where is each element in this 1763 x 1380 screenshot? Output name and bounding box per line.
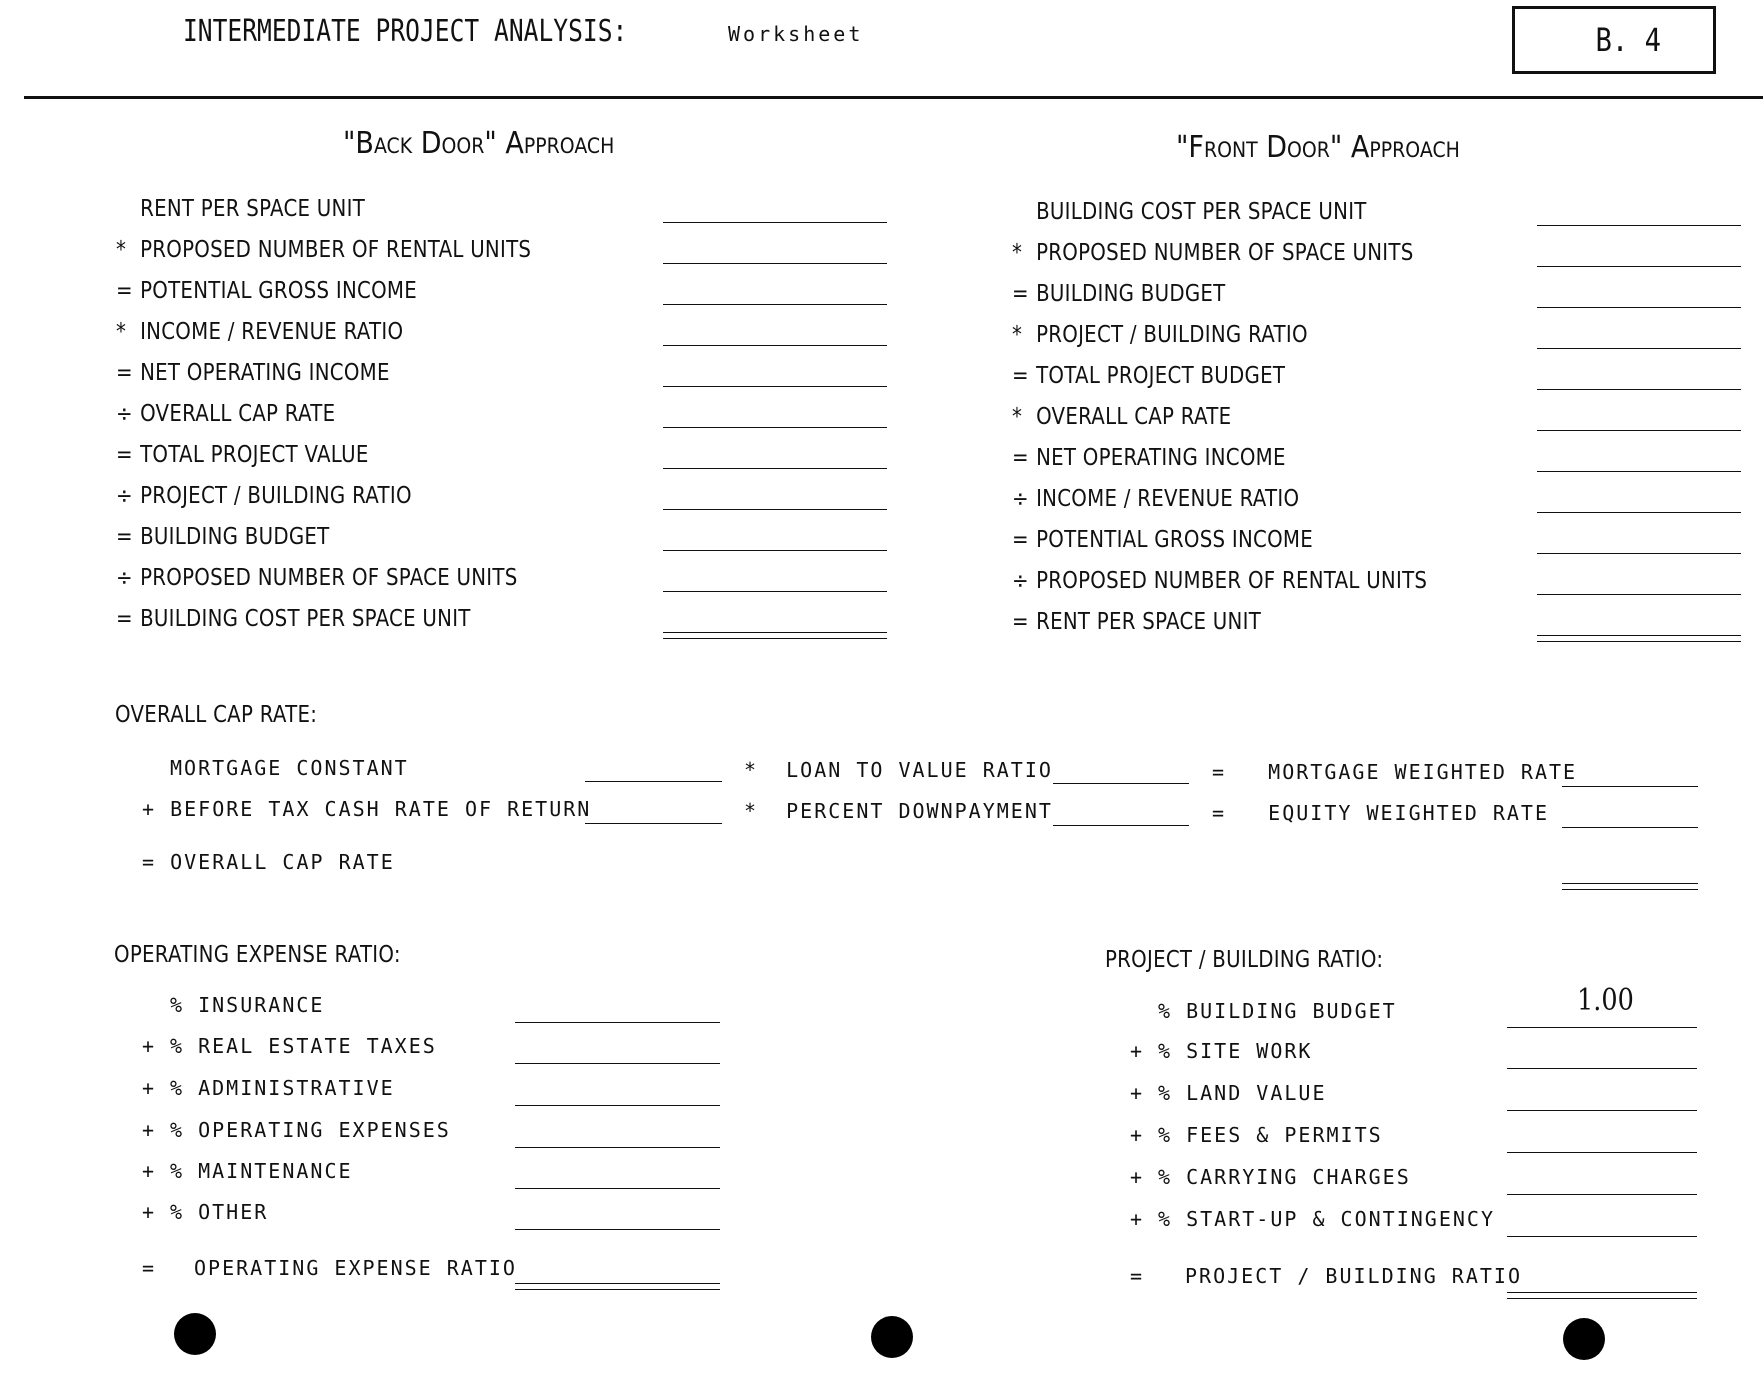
expense-row	[142, 1159, 353, 1183]
front-door-row	[1012, 199, 1367, 225]
answer-blank[interactable]	[515, 1147, 720, 1148]
front-door-heading: "Front Door" Approach	[1176, 130, 1460, 165]
row-operator: ÷	[116, 401, 133, 427]
back-door-row	[116, 319, 403, 345]
ratio-row	[1130, 1123, 1383, 1147]
answer-blank[interactable]	[663, 550, 887, 551]
back-door-row	[116, 237, 531, 263]
answer-blank[interactable]	[1537, 594, 1741, 595]
row-label: NET OPERATING INCOME	[140, 360, 390, 386]
front-door-row	[1012, 363, 1285, 389]
answer-blank[interactable]	[1507, 1110, 1697, 1111]
back-door-heading: "Back Door" Approach	[343, 126, 615, 161]
answer-blank-total[interactable]	[663, 632, 887, 639]
row-operator: +	[142, 1200, 157, 1224]
cap-rate-label: LOAN TO VALUE RATIO	[786, 758, 1053, 782]
cap-rate-label: EQUITY WEIGHTED RATE	[1268, 801, 1549, 825]
expense-total-row	[142, 1256, 517, 1280]
row-label: PROPOSED NUMBER OF RENTAL UNITS	[140, 237, 532, 263]
row-label: BUILDING BUDGET	[140, 524, 330, 550]
row-operator: =	[116, 442, 133, 468]
answer-blank[interactable]	[1537, 471, 1741, 472]
row-label: PROJECT / BUILDING RATIO	[1036, 322, 1308, 348]
row-operator: *	[1012, 404, 1023, 430]
row-label: % FEES & PERMITS	[1158, 1123, 1383, 1147]
row-label: % OTHER	[170, 1200, 269, 1224]
row-operator: =	[1012, 281, 1029, 307]
row-label: % REAL ESTATE TAXES	[170, 1034, 437, 1058]
row-operator: +	[142, 1159, 157, 1183]
row-label: % CARRYING CHARGES	[1158, 1165, 1411, 1189]
answer-blank[interactable]	[663, 591, 887, 592]
row-label: BUILDING COST PER SPACE UNIT	[140, 606, 471, 632]
row-label: PROPOSED NUMBER OF SPACE UNITS	[140, 565, 518, 591]
back-door-row	[116, 565, 518, 591]
ratio-total-row	[1130, 1264, 1522, 1288]
answer-blank[interactable]	[663, 509, 887, 510]
row-label: BUILDING BUDGET	[1036, 281, 1226, 307]
row-operator: =	[1130, 1264, 1145, 1288]
row-label: PROPOSED NUMBER OF RENTAL UNITS	[1036, 568, 1428, 594]
row-operator: =	[116, 524, 133, 550]
cap-rate-label: PERCENT DOWNPAYMENT	[786, 799, 1053, 823]
answer-blank[interactable]	[663, 427, 887, 428]
row-label: NET OPERATING INCOME	[1036, 445, 1286, 471]
cap-rate-total-label	[142, 850, 395, 874]
row-label: % SITE WORK	[1158, 1039, 1313, 1063]
cap-rate-operator: =	[1212, 760, 1227, 784]
answer-blank[interactable]	[1507, 1152, 1697, 1153]
row-label: PROJECT / BUILDING RATIO	[140, 483, 412, 509]
answer-blank[interactable]	[663, 345, 887, 346]
worksheet-subtitle: Worksheet	[728, 22, 864, 46]
row-label: PROPOSED NUMBER OF SPACE UNITS	[1036, 240, 1414, 266]
row-operator: *	[116, 237, 127, 263]
cap-rate-heading: OVERALL CAP RATE:	[115, 702, 318, 728]
row-label: % OPERATING EXPENSES	[170, 1118, 451, 1142]
answer-blank[interactable]	[515, 1022, 720, 1023]
ratio-row	[1130, 1207, 1495, 1231]
expense-row	[142, 1034, 437, 1058]
answer-blank[interactable]	[1507, 1236, 1697, 1237]
cap-rate-label: MORTGAGE WEIGHTED RATE	[1268, 760, 1578, 784]
row-operator: =	[1012, 609, 1029, 635]
operating-expense-heading: OPERATING EXPENSE RATIO:	[114, 942, 401, 968]
back-door-row	[116, 442, 369, 468]
row-label: PROJECT / BUILDING RATIO	[1185, 1264, 1522, 1288]
answer-blank[interactable]	[663, 263, 887, 264]
row-label: TOTAL PROJECT VALUE	[140, 442, 369, 468]
back-door-row	[116, 196, 365, 222]
answer-blank[interactable]	[1537, 225, 1741, 226]
answer-blank-total[interactable]	[515, 1283, 720, 1290]
project-building-heading: PROJECT / BUILDING RATIO:	[1105, 947, 1384, 973]
ratio-row	[1130, 1039, 1312, 1063]
row-operator: =	[1012, 445, 1029, 471]
cap-rate-label: BEFORE TAX CASH RATE OF RETURN	[170, 797, 592, 821]
row-label: RENT PER SPACE UNIT	[1036, 609, 1262, 635]
front-door-row	[1012, 527, 1313, 553]
front-door-row	[1012, 240, 1414, 266]
expense-row	[142, 993, 324, 1017]
row-operator: =	[116, 606, 133, 632]
back-door-row	[116, 483, 412, 509]
mortgage-weighted-blank[interactable]	[1562, 786, 1698, 787]
loan-to-value-label	[744, 758, 1053, 782]
row-operator: =	[1012, 363, 1029, 389]
row-operator: +	[142, 1034, 157, 1058]
ratio-row	[1130, 999, 1397, 1023]
row-operator: ÷	[1012, 568, 1029, 594]
binder-hole-right	[1563, 1318, 1605, 1360]
percent-downpayment-blank[interactable]	[1053, 825, 1189, 826]
mortgage-weighted-label	[1212, 760, 1577, 784]
row-label: POTENTIAL GROSS INCOME	[1036, 527, 1313, 553]
row-operator: *	[1012, 240, 1023, 266]
back-door-row	[116, 606, 471, 632]
answer-blank[interactable]	[663, 468, 887, 469]
loan-to-value-blank[interactable]	[1053, 783, 1189, 784]
row-label: OPERATING EXPENSE RATIO	[194, 1256, 517, 1280]
mortgage-constant-label	[170, 756, 409, 780]
answer-blank[interactable]	[1537, 553, 1741, 554]
row-operator: =	[142, 1256, 157, 1280]
front-door-row	[1012, 322, 1308, 348]
answer-blank[interactable]	[1537, 389, 1741, 390]
row-label: % LAND VALUE	[1158, 1081, 1327, 1105]
worksheet-title: INTERMEDIATE PROJECT ANALYSIS:	[183, 14, 628, 49]
answer-blank-total[interactable]	[1537, 635, 1741, 642]
back-door-row	[116, 360, 390, 386]
front-door-row	[1012, 568, 1427, 594]
answer-blank[interactable]	[1537, 307, 1741, 308]
row-label: BUILDING COST PER SPACE UNIT	[1036, 199, 1367, 225]
answer-blank[interactable]	[663, 222, 887, 223]
row-label: % ADMINISTRATIVE	[170, 1076, 395, 1100]
row-operator: +	[1130, 1123, 1145, 1147]
answer-blank[interactable]	[1537, 348, 1741, 349]
row-operator: +	[1130, 1207, 1145, 1231]
ratio-row	[1130, 1081, 1327, 1105]
cap-rate-total-blank[interactable]	[1562, 883, 1698, 890]
expense-row	[142, 1118, 451, 1142]
cap-rate-operator: =	[142, 850, 157, 874]
row-label: POTENTIAL GROSS INCOME	[140, 278, 417, 304]
row-label: % INSURANCE	[170, 993, 325, 1017]
answer-blank[interactable]	[515, 1229, 720, 1230]
row-label: OVERALL CAP RATE	[140, 401, 336, 427]
back-door-row	[116, 278, 417, 304]
answer-blank[interactable]	[515, 1105, 720, 1106]
row-operator: ÷	[1012, 486, 1029, 512]
cap-rate-operator: *	[744, 799, 759, 823]
answer-blank[interactable]	[1537, 512, 1741, 513]
before-tax-label	[142, 797, 591, 821]
mortgage-constant-blank[interactable]	[585, 781, 722, 782]
answer-blank-total[interactable]	[1507, 1292, 1697, 1299]
row-label: INCOME / REVENUE RATIO	[140, 319, 404, 345]
page-badge	[1512, 6, 1716, 74]
answer-blank[interactable]	[663, 304, 887, 305]
ratio-row	[1130, 1165, 1411, 1189]
percent-downpayment-label	[744, 799, 1053, 823]
binder-hole-left	[174, 1313, 216, 1355]
row-operator: ÷	[116, 483, 133, 509]
header-rule	[24, 96, 1763, 99]
row-label: OVERALL CAP RATE	[1036, 404, 1232, 430]
before-tax-blank[interactable]	[585, 823, 722, 824]
answer-blank[interactable]	[515, 1188, 720, 1189]
binder-hole-center	[871, 1316, 913, 1358]
back-door-row	[116, 401, 335, 427]
answer-blank[interactable]	[1537, 266, 1741, 267]
building-budget-value: 1.00	[1577, 983, 1634, 1018]
equity-weighted-blank[interactable]	[1562, 827, 1698, 828]
answer-blank[interactable]	[663, 386, 887, 387]
row-operator: +	[1130, 1081, 1145, 1105]
row-operator: *	[1012, 322, 1023, 348]
row-label: RENT PER SPACE UNIT	[140, 196, 366, 222]
row-operator: +	[142, 1076, 157, 1100]
row-label: % BUILDING BUDGET	[1158, 999, 1397, 1023]
row-operator: +	[1130, 1165, 1145, 1189]
cap-rate-label: OVERALL CAP RATE	[170, 850, 395, 874]
front-door-row	[1012, 404, 1231, 430]
cap-rate-operator: =	[1212, 801, 1227, 825]
row-operator: *	[116, 319, 127, 345]
row-operator: =	[1012, 527, 1029, 553]
answer-blank[interactable]	[1507, 1027, 1697, 1028]
cap-rate-label: MORTGAGE CONSTANT	[170, 756, 409, 780]
row-operator: +	[1130, 1039, 1145, 1063]
row-operator: ÷	[116, 565, 133, 591]
cap-rate-operator: *	[744, 758, 759, 782]
answer-blank[interactable]	[1507, 1194, 1697, 1195]
equity-weighted-label	[1212, 801, 1549, 825]
row-operator: +	[142, 1118, 157, 1142]
back-door-row	[116, 524, 330, 550]
row-operator: =	[116, 278, 133, 304]
expense-row	[142, 1200, 268, 1224]
front-door-row	[1012, 486, 1299, 512]
answer-blank[interactable]	[515, 1063, 720, 1064]
expense-row	[142, 1076, 395, 1100]
answer-blank[interactable]	[1507, 1068, 1697, 1069]
row-label: TOTAL PROJECT BUDGET	[1036, 363, 1286, 389]
row-label: % MAINTENANCE	[170, 1159, 353, 1183]
front-door-row	[1012, 609, 1261, 635]
front-door-row	[1012, 281, 1226, 307]
cap-rate-operator: +	[142, 797, 157, 821]
answer-blank[interactable]	[1537, 430, 1741, 431]
row-label: % START-UP & CONTINGENCY	[1158, 1207, 1495, 1231]
row-label: INCOME / REVENUE RATIO	[1036, 486, 1300, 512]
front-door-row	[1012, 445, 1286, 471]
page-badge-label: B. 4	[1595, 21, 1661, 59]
row-operator: =	[116, 360, 133, 386]
